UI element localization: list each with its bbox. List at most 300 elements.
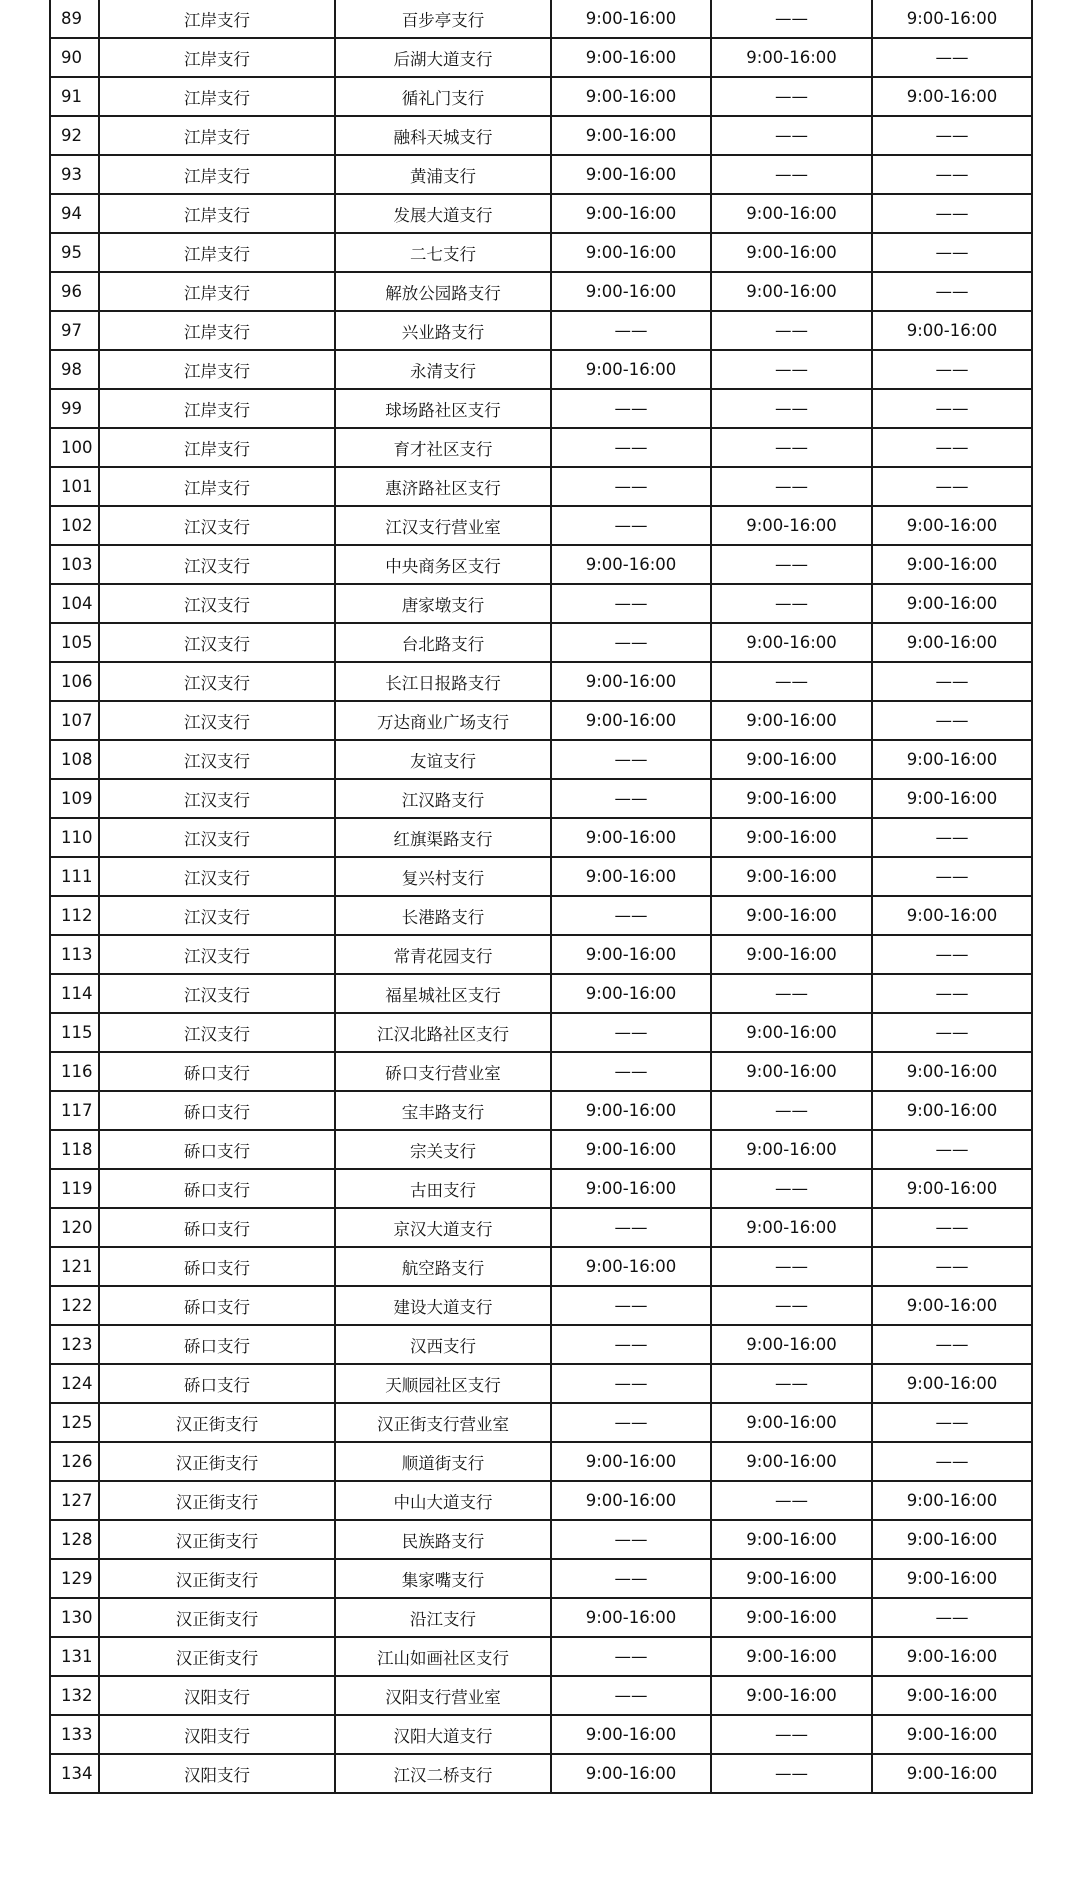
hours-col-1-cell: 9:00-16:00 [551,974,711,1013]
hours-col-1-cell: 9:00-16:00 [551,662,711,701]
hours-col-2-cell: 9:00-16:00 [711,818,872,857]
hours-col-3-cell: 9:00-16:00 [872,1091,1032,1130]
hours-col-3-cell: —— [872,272,1032,311]
hours-col-1-cell: —— [551,1364,711,1403]
hours-col-1-cell: 9:00-16:00 [551,545,711,584]
hours-col-1-cell: 9:00-16:00 [551,1598,711,1637]
hours-col-2-cell: 9:00-16:00 [711,1637,872,1676]
row-number-cell: 94 [50,194,99,233]
hours-col-2-cell: 9:00-16:00 [711,1325,872,1364]
hours-col-1-cell: —— [551,740,711,779]
hours-col-2-cell: 9:00-16:00 [711,1676,872,1715]
row-number-cell: 130 [50,1598,99,1637]
parent-branch-cell: 硚口支行 [99,1130,335,1169]
parent-branch-cell: 江岸支行 [99,428,335,467]
hours-col-1-cell: 9:00-16:00 [551,935,711,974]
parent-branch-cell: 江岸支行 [99,38,335,77]
hours-col-1-cell: 9:00-16:00 [551,194,711,233]
parent-branch-cell: 汉正街支行 [99,1559,335,1598]
table-row [50,1676,1032,1715]
hours-col-2-cell: —— [711,1247,872,1286]
hours-col-1-cell: 9:00-16:00 [551,701,711,740]
table-row [50,155,1032,194]
table-row [50,1598,1032,1637]
hours-col-2-cell: —— [711,77,872,116]
branch-hours-table [49,0,1033,1794]
row-number-cell: 133 [50,1715,99,1754]
hours-col-2-cell: —— [711,1364,872,1403]
hours-col-2-cell: 9:00-16:00 [711,38,872,77]
table-row [50,116,1032,155]
hours-col-1-cell: 9:00-16:00 [551,38,711,77]
branch-name-cell: 解放公园路支行 [335,272,551,311]
hours-col-2-cell: 9:00-16:00 [711,701,872,740]
row-number-cell: 100 [50,428,99,467]
hours-col-2-cell: —— [711,116,872,155]
parent-branch-cell: 江岸支行 [99,0,335,38]
hours-col-3-cell: —— [872,194,1032,233]
branch-name-cell: 江汉路支行 [335,779,551,818]
hours-col-3-cell: —— [872,428,1032,467]
table-row [50,740,1032,779]
table-row [50,272,1032,311]
parent-branch-cell: 汉正街支行 [99,1637,335,1676]
row-number-cell: 104 [50,584,99,623]
table-body [50,0,1032,1793]
table-row [50,233,1032,272]
hours-col-1-cell: 9:00-16:00 [551,1247,711,1286]
branch-name-cell: 福星城社区支行 [335,974,551,1013]
branch-name-cell: 江汉北路社区支行 [335,1013,551,1052]
row-number-cell: 99 [50,389,99,428]
row-number-cell: 110 [50,818,99,857]
table-row [50,1013,1032,1052]
hours-col-2-cell: —— [711,1169,872,1208]
hours-col-3-cell: —— [872,350,1032,389]
hours-col-2-cell: —— [711,545,872,584]
hours-col-3-cell: 9:00-16:00 [872,1364,1032,1403]
parent-branch-cell: 汉正街支行 [99,1481,335,1520]
branch-name-cell: 汉西支行 [335,1325,551,1364]
branch-name-cell: 顺道街支行 [335,1442,551,1481]
parent-branch-cell: 江汉支行 [99,506,335,545]
parent-branch-cell: 江岸支行 [99,311,335,350]
branch-name-cell: 黄浦支行 [335,155,551,194]
table-row [50,1754,1032,1793]
branch-name-cell: 天顺园社区支行 [335,1364,551,1403]
row-number-cell: 103 [50,545,99,584]
row-number-cell: 119 [50,1169,99,1208]
parent-branch-cell: 硚口支行 [99,1286,335,1325]
hours-col-2-cell: 9:00-16:00 [711,506,872,545]
parent-branch-cell: 江岸支行 [99,155,335,194]
hours-col-1-cell: —— [551,506,711,545]
table-row [50,818,1032,857]
hours-col-3-cell: —— [872,1325,1032,1364]
row-number-cell: 126 [50,1442,99,1481]
row-number-cell: 132 [50,1676,99,1715]
table-row [50,506,1032,545]
hours-col-3-cell: —— [872,1247,1032,1286]
hours-col-3-cell: 9:00-16:00 [872,506,1032,545]
row-number-cell: 97 [50,311,99,350]
hours-col-3-cell: —— [872,1442,1032,1481]
hours-col-2-cell: —— [711,1286,872,1325]
hours-col-2-cell: 9:00-16:00 [711,935,872,974]
parent-branch-cell: 硚口支行 [99,1208,335,1247]
hours-col-2-cell: 9:00-16:00 [711,194,872,233]
table-row [50,1247,1032,1286]
table-row [50,1559,1032,1598]
hours-col-1-cell: —— [551,467,711,506]
parent-branch-cell: 江岸支行 [99,350,335,389]
row-number-cell: 128 [50,1520,99,1559]
hours-col-1-cell: 9:00-16:00 [551,1169,711,1208]
hours-col-3-cell: 9:00-16:00 [872,1715,1032,1754]
branch-name-cell: 集家嘴支行 [335,1559,551,1598]
row-number-cell: 102 [50,506,99,545]
parent-branch-cell: 硚口支行 [99,1247,335,1286]
parent-branch-cell: 江汉支行 [99,740,335,779]
branch-name-cell: 汉正街支行营业室 [335,1403,551,1442]
hours-col-3-cell: 9:00-16:00 [872,1754,1032,1793]
branch-name-cell: 惠济路社区支行 [335,467,551,506]
hours-col-3-cell: —— [872,935,1032,974]
branch-name-cell: 江山如画社区支行 [335,1637,551,1676]
hours-col-3-cell: —— [872,155,1032,194]
row-number-cell: 105 [50,623,99,662]
table-row [50,1325,1032,1364]
hours-col-1-cell: —— [551,1676,711,1715]
hours-col-2-cell: —— [711,155,872,194]
hours-col-1-cell: —— [551,1286,711,1325]
hours-col-3-cell: —— [872,1130,1032,1169]
row-number-cell: 91 [50,77,99,116]
hours-col-1-cell: 9:00-16:00 [551,155,711,194]
row-number-cell: 112 [50,896,99,935]
table-row [50,350,1032,389]
hours-col-3-cell: —— [872,1208,1032,1247]
table-row [50,467,1032,506]
hours-col-1-cell: —— [551,1403,711,1442]
branch-name-cell: 民族路支行 [335,1520,551,1559]
hours-col-1-cell: 9:00-16:00 [551,116,711,155]
hours-col-1-cell: 9:00-16:00 [551,1130,711,1169]
row-number-cell: 123 [50,1325,99,1364]
hours-col-2-cell: —— [711,1091,872,1130]
table-row [50,311,1032,350]
hours-col-1-cell: 9:00-16:00 [551,1754,711,1793]
hours-col-1-cell: —— [551,389,711,428]
table-row [50,38,1032,77]
hours-col-2-cell: —— [711,311,872,350]
hours-col-1-cell: —— [551,1637,711,1676]
parent-branch-cell: 江岸支行 [99,116,335,155]
branch-name-cell: 古田支行 [335,1169,551,1208]
branch-name-cell: 万达商业广场支行 [335,701,551,740]
hours-col-2-cell: —— [711,389,872,428]
parent-branch-cell: 江岸支行 [99,233,335,272]
branch-name-cell: 发展大道支行 [335,194,551,233]
parent-branch-cell: 江汉支行 [99,584,335,623]
table-row [50,389,1032,428]
hours-col-2-cell: —— [711,584,872,623]
hours-col-1-cell: 9:00-16:00 [551,272,711,311]
parent-branch-cell: 江岸支行 [99,272,335,311]
row-number-cell: 96 [50,272,99,311]
hours-col-2-cell: 9:00-16:00 [711,1013,872,1052]
branch-name-cell: 汉阳支行营业室 [335,1676,551,1715]
row-number-cell: 109 [50,779,99,818]
hours-col-2-cell: 9:00-16:00 [711,740,872,779]
hours-col-2-cell: —— [711,662,872,701]
hours-col-3-cell: 9:00-16:00 [872,1676,1032,1715]
hours-col-2-cell: 9:00-16:00 [711,1052,872,1091]
branch-name-cell: 红旗渠路支行 [335,818,551,857]
hours-col-2-cell: 9:00-16:00 [711,1598,872,1637]
branch-name-cell: 沿江支行 [335,1598,551,1637]
branch-name-cell: 江汉二桥支行 [335,1754,551,1793]
hours-col-3-cell: 9:00-16:00 [872,311,1032,350]
row-number-cell: 90 [50,38,99,77]
hours-col-3-cell: 9:00-16:00 [872,0,1032,38]
table-row [50,1091,1032,1130]
parent-branch-cell: 江岸支行 [99,389,335,428]
row-number-cell: 98 [50,350,99,389]
hours-col-3-cell: 9:00-16:00 [872,1520,1032,1559]
hours-col-3-cell: —— [872,974,1032,1013]
hours-col-1-cell: 9:00-16:00 [551,350,711,389]
table-row [50,623,1032,662]
hours-col-2-cell: —— [711,467,872,506]
hours-col-1-cell: —— [551,779,711,818]
hours-col-1-cell: —— [551,1559,711,1598]
row-number-cell: 125 [50,1403,99,1442]
row-number-cell: 108 [50,740,99,779]
table-row [50,662,1032,701]
hours-col-1-cell: 9:00-16:00 [551,1715,711,1754]
table-row [50,545,1032,584]
parent-branch-cell: 硚口支行 [99,1169,335,1208]
table-row [50,857,1032,896]
hours-col-3-cell: 9:00-16:00 [872,1052,1032,1091]
hours-col-3-cell: —— [872,1598,1032,1637]
hours-col-3-cell: —— [872,389,1032,428]
branch-name-cell: 育才社区支行 [335,428,551,467]
branch-name-cell: 百步亭支行 [335,0,551,38]
hours-col-2-cell: 9:00-16:00 [711,1520,872,1559]
branch-name-cell: 硚口支行营业室 [335,1052,551,1091]
hours-col-2-cell: 9:00-16:00 [711,1559,872,1598]
branch-name-cell: 中央商务区支行 [335,545,551,584]
hours-col-2-cell: 9:00-16:00 [711,233,872,272]
row-number-cell: 124 [50,1364,99,1403]
parent-branch-cell: 江汉支行 [99,701,335,740]
hours-col-1-cell: 9:00-16:00 [551,818,711,857]
hours-col-2-cell: —— [711,1481,872,1520]
parent-branch-cell: 汉阳支行 [99,1715,335,1754]
row-number-cell: 117 [50,1091,99,1130]
hours-col-2-cell: —— [711,1754,872,1793]
parent-branch-cell: 江汉支行 [99,779,335,818]
row-number-cell: 93 [50,155,99,194]
parent-branch-cell: 硚口支行 [99,1091,335,1130]
parent-branch-cell: 江汉支行 [99,623,335,662]
table-row [50,1715,1032,1754]
hours-col-2-cell: 9:00-16:00 [711,1208,872,1247]
branch-name-cell: 台北路支行 [335,623,551,662]
parent-branch-cell: 汉正街支行 [99,1598,335,1637]
parent-branch-cell: 江汉支行 [99,662,335,701]
parent-branch-cell: 硚口支行 [99,1052,335,1091]
hours-col-3-cell: 9:00-16:00 [872,779,1032,818]
table-row [50,974,1032,1013]
hours-col-2-cell: —— [711,0,872,38]
row-number-cell: 115 [50,1013,99,1052]
hours-col-1-cell: 9:00-16:00 [551,857,711,896]
parent-branch-cell: 汉正街支行 [99,1442,335,1481]
hours-col-3-cell: —— [872,662,1032,701]
table-row [50,428,1032,467]
parent-branch-cell: 汉阳支行 [99,1754,335,1793]
parent-branch-cell: 江汉支行 [99,896,335,935]
branch-name-cell: 循礼门支行 [335,77,551,116]
hours-col-2-cell: 9:00-16:00 [711,272,872,311]
branch-name-cell: 航空路支行 [335,1247,551,1286]
table-row [50,1208,1032,1247]
table-row [50,1130,1032,1169]
row-number-cell: 95 [50,233,99,272]
table-row [50,0,1032,38]
row-number-cell: 127 [50,1481,99,1520]
hours-col-1-cell: —— [551,1013,711,1052]
parent-branch-cell: 汉阳支行 [99,1676,335,1715]
hours-col-3-cell: 9:00-16:00 [872,1286,1032,1325]
branch-name-cell: 友谊支行 [335,740,551,779]
hours-col-1-cell: 9:00-16:00 [551,1091,711,1130]
table-row [50,1481,1032,1520]
hours-col-3-cell: 9:00-16:00 [872,740,1032,779]
hours-col-3-cell: —— [872,818,1032,857]
branch-name-cell: 唐家墩支行 [335,584,551,623]
branch-name-cell: 汉阳大道支行 [335,1715,551,1754]
parent-branch-cell: 江汉支行 [99,974,335,1013]
hours-col-2-cell: 9:00-16:00 [711,857,872,896]
hours-col-1-cell: —— [551,896,711,935]
hours-col-3-cell: 9:00-16:00 [872,584,1032,623]
branch-name-cell: 常青花园支行 [335,935,551,974]
hours-col-1-cell: —— [551,311,711,350]
hours-col-1-cell: 9:00-16:00 [551,1481,711,1520]
parent-branch-cell: 江汉支行 [99,818,335,857]
row-number-cell: 134 [50,1754,99,1793]
hours-col-1-cell: 9:00-16:00 [551,0,711,38]
hours-col-2-cell: —— [711,350,872,389]
table-row [50,935,1032,974]
row-number-cell: 106 [50,662,99,701]
parent-branch-cell: 江汉支行 [99,935,335,974]
parent-branch-cell: 硚口支行 [99,1364,335,1403]
branch-name-cell: 永清支行 [335,350,551,389]
branch-name-cell: 长港路支行 [335,896,551,935]
table-row [50,1442,1032,1481]
hours-col-2-cell: 9:00-16:00 [711,896,872,935]
hours-col-1-cell: —— [551,584,711,623]
hours-col-1-cell: 9:00-16:00 [551,233,711,272]
hours-col-1-cell: —— [551,1052,711,1091]
hours-col-1-cell: 9:00-16:00 [551,1442,711,1481]
hours-col-3-cell: 9:00-16:00 [872,1559,1032,1598]
parent-branch-cell: 江汉支行 [99,545,335,584]
table-row [50,194,1032,233]
table-row [50,1169,1032,1208]
hours-col-3-cell: —— [872,701,1032,740]
hours-col-3-cell: —— [872,467,1032,506]
table-row [50,77,1032,116]
parent-branch-cell: 江汉支行 [99,1013,335,1052]
table-row [50,1403,1032,1442]
row-number-cell: 92 [50,116,99,155]
parent-branch-cell: 江岸支行 [99,194,335,233]
hours-col-2-cell: —— [711,974,872,1013]
table-row [50,896,1032,935]
row-number-cell: 111 [50,857,99,896]
row-number-cell: 118 [50,1130,99,1169]
hours-col-1-cell: —— [551,1208,711,1247]
branch-name-cell: 后湖大道支行 [335,38,551,77]
hours-col-3-cell: —— [872,233,1032,272]
hours-col-2-cell: 9:00-16:00 [711,1403,872,1442]
branch-name-cell: 京汉大道支行 [335,1208,551,1247]
hours-col-1-cell: —— [551,1520,711,1559]
hours-col-3-cell: —— [872,1013,1032,1052]
hours-col-3-cell: 9:00-16:00 [872,623,1032,662]
row-number-cell: 116 [50,1052,99,1091]
hours-col-3-cell: 9:00-16:00 [872,545,1032,584]
table-row [50,1637,1032,1676]
row-number-cell: 89 [50,0,99,38]
parent-branch-cell: 汉正街支行 [99,1520,335,1559]
branch-name-cell: 兴业路支行 [335,311,551,350]
row-number-cell: 114 [50,974,99,1013]
hours-col-2-cell: —— [711,1715,872,1754]
hours-col-1-cell: —— [551,1325,711,1364]
hours-col-2-cell: 9:00-16:00 [711,1442,872,1481]
hours-col-3-cell: 9:00-16:00 [872,1637,1032,1676]
table-row [50,1052,1032,1091]
parent-branch-cell: 汉正街支行 [99,1403,335,1442]
row-number-cell: 122 [50,1286,99,1325]
branch-name-cell: 二七支行 [335,233,551,272]
branch-name-cell: 中山大道支行 [335,1481,551,1520]
hours-col-2-cell: 9:00-16:00 [711,1130,872,1169]
hours-col-2-cell: 9:00-16:00 [711,779,872,818]
branch-name-cell: 江汉支行营业室 [335,506,551,545]
branch-name-cell: 宗关支行 [335,1130,551,1169]
hours-col-2-cell: 9:00-16:00 [711,623,872,662]
table-row [50,1520,1032,1559]
hours-col-3-cell: —— [872,38,1032,77]
row-number-cell: 107 [50,701,99,740]
row-number-cell: 121 [50,1247,99,1286]
row-number-cell: 120 [50,1208,99,1247]
parent-branch-cell: 江汉支行 [99,857,335,896]
parent-branch-cell: 江岸支行 [99,77,335,116]
hours-col-3-cell: 9:00-16:00 [872,77,1032,116]
hours-col-3-cell: 9:00-16:00 [872,1481,1032,1520]
hours-col-1-cell: —— [551,623,711,662]
parent-branch-cell: 硚口支行 [99,1325,335,1364]
